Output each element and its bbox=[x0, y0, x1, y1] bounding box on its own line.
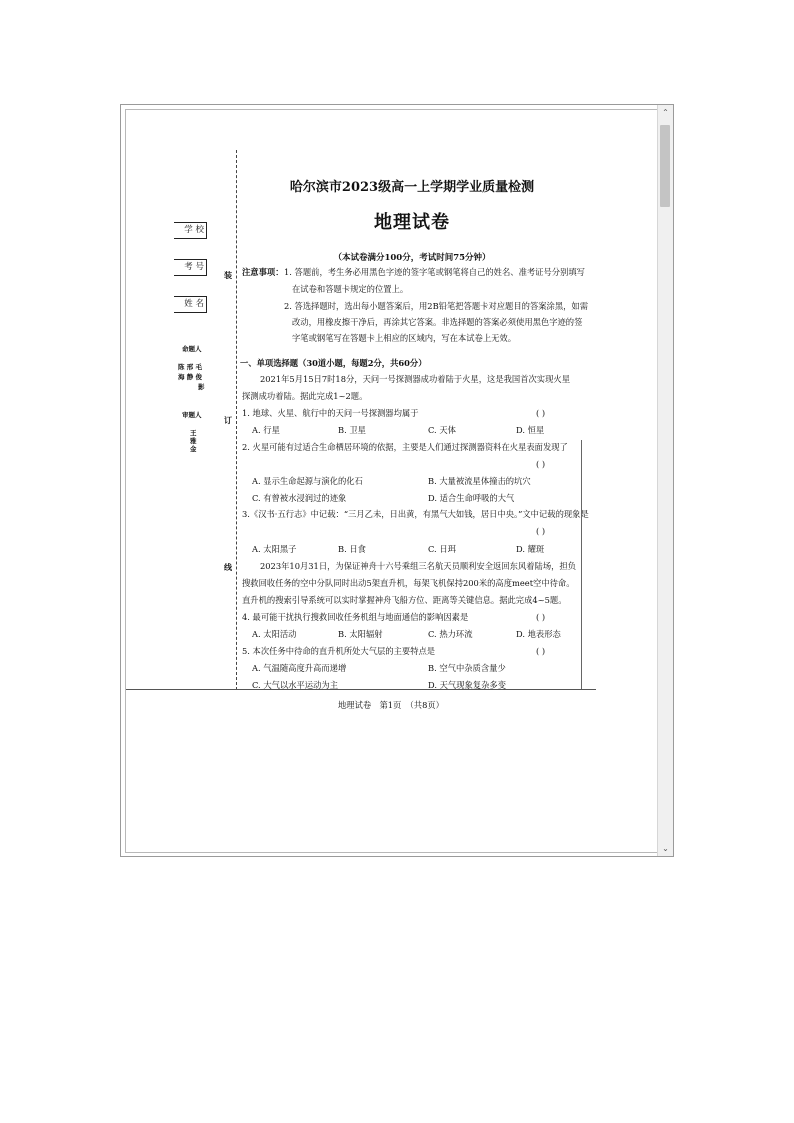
q5-option-a: A. 气温随高度升高而递增 bbox=[252, 663, 347, 673]
scroll-up-icon[interactable]: ⌃ bbox=[662, 108, 669, 117]
q3-stem: 3.《汉书·五行志》中记载：“三月乙未，日出黄，有黑气大如钱，居日中央。”文中记载的现象是 bbox=[242, 509, 589, 519]
q4-option-d: D. 地表形态 bbox=[516, 629, 561, 639]
q3-option-a: A. 太阳黑子 bbox=[252, 544, 297, 554]
authors-line-1: 陈 邢 毛 bbox=[178, 363, 203, 371]
q1-option-c: C. 天体 bbox=[428, 425, 456, 435]
document-viewer bbox=[120, 104, 674, 857]
seam-label-xian: 线 bbox=[224, 562, 232, 572]
q5-option-b: B. 空气中杂质含量少 bbox=[428, 663, 506, 673]
notice-label: 注意事项： bbox=[242, 267, 284, 277]
exam-page bbox=[125, 109, 659, 853]
q1-option-d: D. 恒星 bbox=[516, 425, 545, 435]
q4-option-a: A. 太阳活动 bbox=[252, 629, 297, 639]
q2-stem: 2. 火星可能有过适合生命栖居环境的依据，主要是人们通过探测器资料在火星表面发现了 bbox=[242, 442, 568, 452]
reviewer-2: 雅 bbox=[190, 437, 197, 445]
q2-option-a: A. 显示生命起源与演化的化石 bbox=[252, 476, 363, 486]
q2-answer-blank: ( ) bbox=[536, 459, 546, 469]
exam-title: 哈尔滨市2023级高一上学期学业质量检测 bbox=[289, 180, 535, 195]
scan-edge-line bbox=[581, 440, 582, 690]
scrollbar-thumb[interactable] bbox=[660, 125, 670, 207]
notice-line-5: 字笔或钢笔写在答题卡上相应的区域内，写在本试卷上无效。 bbox=[292, 333, 517, 343]
q1-option-a: A. 行星 bbox=[252, 425, 280, 435]
reviewer-1: 王 bbox=[190, 429, 197, 437]
q5-stem: 5. 本次任务中待命的直升机所处大气层的主要特点是 bbox=[242, 646, 436, 656]
q5-answer-blank: ( ) bbox=[536, 646, 546, 656]
exam-subject: 地理试卷 bbox=[374, 212, 450, 233]
q1-option-b: B. 卫星 bbox=[338, 425, 366, 435]
passage2-line-3: 直升机的搜索引导系统可以实时掌握神舟飞船方位、距离等关键信息。据此完成4~5题。 bbox=[242, 595, 567, 605]
q4-stem: 4. 最可能干扰执行搜救回收任务机组与地面通信的影响因素是 bbox=[242, 612, 469, 622]
notice-line-1: 1. 答题前，考生务必用黑色字迹的签字笔或钢笔将自己的姓名、准考证号分别填写 bbox=[284, 267, 585, 277]
authors-label: 命题人 bbox=[182, 345, 202, 353]
notice-line-3: 2. 答选择题时，选出每小题答案后，用2B铅笔把答题卡对应题目的答案涂黑，如需 bbox=[284, 301, 589, 311]
passage2-line-1: 2023年10月31日，为保证神舟十六号乘组三名航天员顺利安全返回东风着陆场，担负 bbox=[260, 561, 577, 571]
seam-label-ding: 订 bbox=[224, 415, 232, 425]
q3-option-c: C. 日珥 bbox=[428, 544, 456, 554]
q4-answer-blank: ( ) bbox=[536, 612, 546, 622]
q3-answer-blank: ( ) bbox=[536, 526, 546, 536]
q1-answer-blank: ( ) bbox=[536, 408, 546, 418]
q5-option-d: D. 天气现象复杂多变 bbox=[428, 680, 507, 690]
name-field: 姓 名 bbox=[174, 296, 207, 313]
q2-option-c: C. 有曾被水浸润过的迹象 bbox=[252, 493, 347, 503]
authors-line-2: 海 静 俊 bbox=[178, 373, 203, 381]
section-heading: 一、单项选择题（30道小题，每题2分，共60分） bbox=[240, 358, 427, 368]
q5-option-c: C. 大气以水平运动为主 bbox=[252, 680, 338, 690]
notice-line-2: 在试卷和答题卡规定的位置上。 bbox=[292, 284, 409, 294]
reviewer-3: 金 bbox=[190, 445, 197, 453]
school-field: 学 校 bbox=[174, 222, 207, 239]
reviewer-label: 审题人 bbox=[182, 411, 202, 419]
passage1-line-1: 2021年5月15日7时18分，天问一号探测器成功着陆于火星，这是我国首次实现火星 bbox=[260, 374, 570, 384]
seam-label-zhuang: 装 bbox=[224, 270, 232, 280]
authors-line-3: 影 bbox=[198, 383, 205, 391]
q2-option-d: D. 适合生命呼吸的大气 bbox=[428, 493, 515, 503]
passage1-line-2: 探测成功着陆。据此完成1~2题。 bbox=[242, 391, 368, 401]
exam-number-field: 考 号 bbox=[174, 259, 207, 276]
q2-option-b: B. 大量被流星体撞击的坑穴 bbox=[428, 476, 531, 486]
scroll-down-icon[interactable]: ⌄ bbox=[662, 844, 669, 853]
exam-info: （本试卷满分100分，考试时间75分钟） bbox=[333, 253, 491, 263]
scan-bottom-edge bbox=[126, 689, 596, 690]
passage2-line-2: 搜救回收任务的空中分队同时出动5架直升机，每架飞机保持200米的高度meet空中待命。 bbox=[242, 578, 575, 588]
page-footer: 地理试卷 第1页 （共8页） bbox=[338, 700, 444, 710]
q4-option-b: B. 太阳辐射 bbox=[338, 629, 383, 639]
q3-option-d: D. 耀斑 bbox=[516, 544, 545, 554]
notice-line-4: 改动，用橡皮擦干净后，再涂其它答案。非选择题的答案必须使用黑色字迹的签 bbox=[292, 317, 583, 327]
q4-option-c: C. 热力环流 bbox=[428, 629, 473, 639]
q3-option-b: B. 日食 bbox=[338, 544, 366, 554]
vertical-scrollbar[interactable] bbox=[657, 105, 673, 856]
q1-stem: 1. 地球、火星、航行中的天问一号探测器均属于 bbox=[242, 408, 419, 418]
